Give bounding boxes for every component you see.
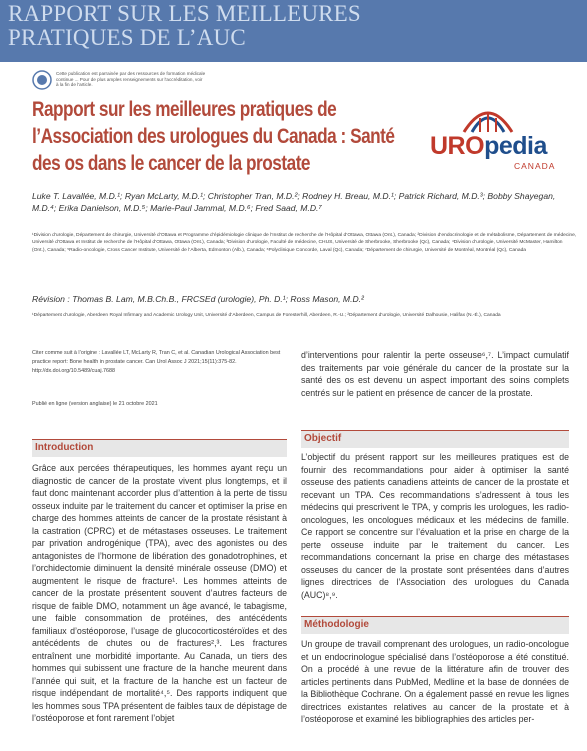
band-title-line-1: RAPPORT SUR LES MEILLEURES <box>8 1 361 26</box>
intro-continuation-text: d’interventions pour ralentir la perte osseuse⁶,⁷. L’impact cumulatif des traitements par voie générale du cancer de la prostate sur la santé des os est devenu un aspect important des soins complets centrés sur le patient en présence de cancer de la prostate. <box>301 350 569 398</box>
authors: Luke T. Lavallée, M.D.¹; Ryan McLarty, M.D.¹; Christopher Tran, M.D.²; Rodney H. Breau, M.D.¹; Patrick Richard, M.D.³; Bobby Shayegan, M.D.⁴; Erika Danielson, M.D.⁵; Marie-Paul Jammal, M.D.⁶; Fred Saad, M.D.⁷ <box>32 191 556 213</box>
online-date: Publié en ligne (version anglaise) le 21 octobre 2021 <box>32 401 158 407</box>
band-title-line-2: PRATIQUES DE L’AUC <box>8 25 246 50</box>
section-heading-text: Objectif <box>304 433 342 444</box>
band-title <box>8 2 361 50</box>
logo-dome-icon <box>458 98 518 134</box>
section-heading-introduction <box>32 439 287 457</box>
uropedia-logo <box>430 98 560 178</box>
section-heading-objectif <box>301 430 569 448</box>
cme-text: Cette publication est parrainée par des ressources de formation médicale continue ... Pour de plus amples renseignements sur l'accréditation, voir à la fin de l'article. <box>56 71 206 88</box>
introduction-text: Grâce aux percées thérapeutiques, les hommes ayant reçu un diagnostic de cancer de la prostate vivent plus longtemps, et il faut donc maintenant accorder plus d’attention à la perte de tissu osseux induite par le traitement du cancer et optimiser la prise en charge des hommes atteints de cancer de la prostate résistant à la castration (CPRC) et de métastases osseuses. Le traitement par privation androgénique (TPA), avec des agonistes ou des antagonistes de l’hormone de libération des gonadotrophines, et l’orchidectomie diminuent la densité minérale osseuse (DMO) et augmentent le risque de fracture¹. Les hommes atteints de cancer de la prostate présentent souvent d’autres facteurs de risque de faible DMO, notamment un âge avancé, le tabagisme, une faible consommation de protéines, des antécédents familiaux d’ostéoporose, l’usage de glucocorticostéroïdes et des antécédents de chutes ou de fractures²,³. Les fractures entraînent une morbidité importante. Au Canada, un tiers des hommes qui subissent une fracture de la hanche meurent dans l’année qui suit, et la fracture de la hanche est un facteur de risque indépendant de mortalité⁴,⁵. Des rapports indiquent que les hommes sous TPA présentent de faibles taux de dépistage de l’ostéoporose et font rarement l’objet <box>32 463 287 723</box>
header-band <box>0 0 587 62</box>
section-heading-text: Introduction <box>35 442 94 453</box>
reviewer-affiliations: ¹Département d’urologie, Aberdeen Royal Infirmary and Academic Urology Unit, Université d’Aberdeen, Campus de Foresterhill, Aberdeen, R.-U.; ²Département d’urologie, Université Dalhousie, Halifax (N.-É.), Canada <box>32 313 501 318</box>
cme-badge-icon <box>32 70 52 90</box>
objectif-text: L’objectif du présent rapport sur les meilleures pratiques est de fournir des recommandations pour aider à optimiser la santé osseuse des patients canadiens atteints de cancer de la prostate et recevant un TPA. Ces recommandations s’adressent à tous les médecins qui prescrivent le TPA, y compris les urologues, les radio-oncologues, les oncologues médicaux et les médecins de famille. Ce rapport se concentre sur l’évaluation et la prise en charge de la perte osseuse induite par le traitement du cancer. Les recommandations concernant la prise en charge des métastases osseuses du cancer de la prostate sont présentées dans d’autres lignes directrices de l’Association des urologues du Canada (AUC)⁸,⁹. <box>301 452 569 600</box>
cme-notice <box>32 70 206 94</box>
logo-canada: CANADA <box>514 161 556 171</box>
section-heading-methodologie <box>301 616 569 634</box>
logo-pedia: pedia <box>484 132 547 160</box>
article-title: Rapport sur les meilleures pratiques de l’Association des urologues du Canada : Santé des os dans le cancer de la prostate <box>32 98 395 175</box>
affiliations: ¹Division d’urologie, Département de chirurgie, Université d’Ottawa et Programme d’épidémiologie clinique de l’Institut de recherche de l’Hôpital d’Ottawa, Ottawa (Ont.), Canada; ²Division d’endocrinologie et de métabolisme, Département de médecine, Université d’Ottawa et Institut de recherche de l’Hôpital d’Ottawa, Ottawa (Ont.), Canada; ³Division d’urologie, Faculté de médecine, CHUS, Université de Sherbrooke, Sherbrooke (Qc), Canada; ⁴Division d’urologie, Université McMaster, Hamilton (Ont.), Canada; ⁵Radio-oncologie, Cross Cancer Institute, Université de l’Alberta, Edmonton (Alb.), Canada; ⁶Polyclinique Concorde, Laval (Qc), Canada; ⁷Département de chirurgie, Université de Montréal, Montréal (Qc), Canada <box>32 233 577 253</box>
logo-wordmark <box>430 132 547 161</box>
reviewers: Révision : Thomas B. Lam, M.B.Ch.B., FRCSEd (urologie), Ph. D.¹; Ross Mason, M.D.² <box>32 294 364 304</box>
methodologie-text: Un groupe de travail comprenant des urologues, un radio-oncologue et un endocrinologue spécialisé dans l’ostéoporose a été constitué. On a procédé à une revue de la littérature afin de trouver des articles pertinents dans PubMed, Medline et la base de données de la Bibliothèque Cochrane. On a également passé en revue les lignes directrices existantes relatives au cancer de la prostate et à l’ostéoporose et examiné les bibliographies des articles per- <box>301 639 569 724</box>
logo-uro: URO <box>430 132 485 160</box>
section-heading-text: Méthodologie <box>304 619 369 630</box>
citation: Citer comme suit à l’origine : Lavallée LT, McLarty R, Tran C, et al. Canadian Urological Association best practice report: Bone health in prostate cancer. Can Urol Assoc J 2021;15(11):375-82. http://dx.doi.org/10.5489/cuaj.7688 <box>32 350 281 374</box>
